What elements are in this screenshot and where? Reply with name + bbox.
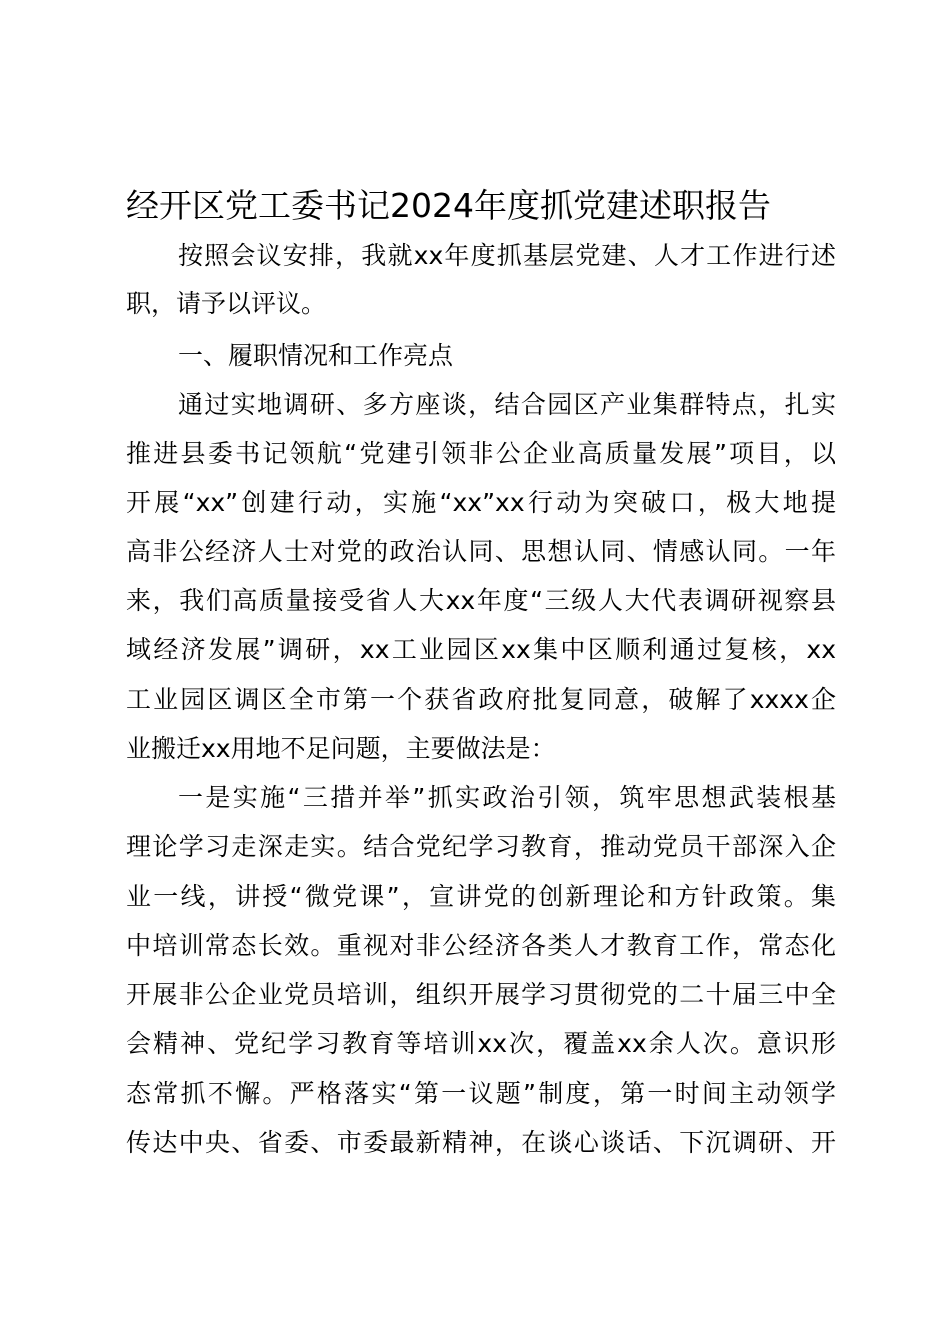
paragraph-line: 开展“xx”创建行动，实施“xx”xx行动为突破口，极大地提 bbox=[126, 488, 836, 517]
paragraph-line: 推进县委书记领航“党建引领非公企业高质量发展”项目，以 bbox=[126, 439, 836, 468]
paragraph-line: 一是实施“三措并举”抓实政治引领，筑牢思想武装根基 bbox=[178, 783, 836, 812]
section-heading: 一、履职情况和工作亮点 bbox=[178, 341, 454, 370]
paragraph-line: 业一线，讲授“微党课”，宣讲党的创新理论和方针政策。集 bbox=[126, 882, 836, 911]
paragraph-line: 业搬迁xx用地不足问题，主要做法是： bbox=[126, 734, 556, 763]
document-title: 经开区党工委书记2024年度抓党建述职报告 bbox=[126, 186, 771, 225]
paragraph-line: 域经济发展”调研，xx工业园区xx集中区顺利通过复核，xx bbox=[126, 635, 836, 664]
paragraph-line: 来，我们高质量接受省人大xx年度“三级人大代表调研视察县 bbox=[126, 586, 836, 615]
paragraph-line: 通过实地调研、多方座谈，结合园区产业集群特点，扎实 bbox=[178, 390, 836, 419]
paragraph-line: 职，请予以评议。 bbox=[126, 289, 327, 318]
paragraph-line: 会精神、党纪学习教育等培训xx次，覆盖xx余人次。意识形 bbox=[126, 1029, 836, 1058]
paragraph-line: 中培训常态长效。重视对非公经济各类人才教育工作，常态化 bbox=[126, 931, 836, 960]
paragraph-line: 按照会议安排，我就xx年度抓基层党建、人才工作进行述 bbox=[178, 241, 836, 270]
paragraph-line: 开展非公企业党员培训，组织开展学习贯彻党的二十届三中全 bbox=[126, 980, 836, 1009]
paragraph-line: 传达中央、省委、市委最新精神，在谈心谈话、下沉调研、开 bbox=[126, 1128, 836, 1157]
paragraph-line: 理论学习走深走实。结合党纪学习教育，推动党员干部深入企 bbox=[126, 832, 836, 861]
paragraph-line: 态常抓不懈。严格落实“第一议题”制度，第一时间主动领学 bbox=[126, 1079, 836, 1108]
paragraph-line: 高非公经济人士对党的政治认同、思想认同、情感认同。一年 bbox=[126, 537, 836, 566]
paragraph-line: 工业园区调区全市第一个获省政府批复同意，破解了xxxx企 bbox=[126, 685, 836, 714]
